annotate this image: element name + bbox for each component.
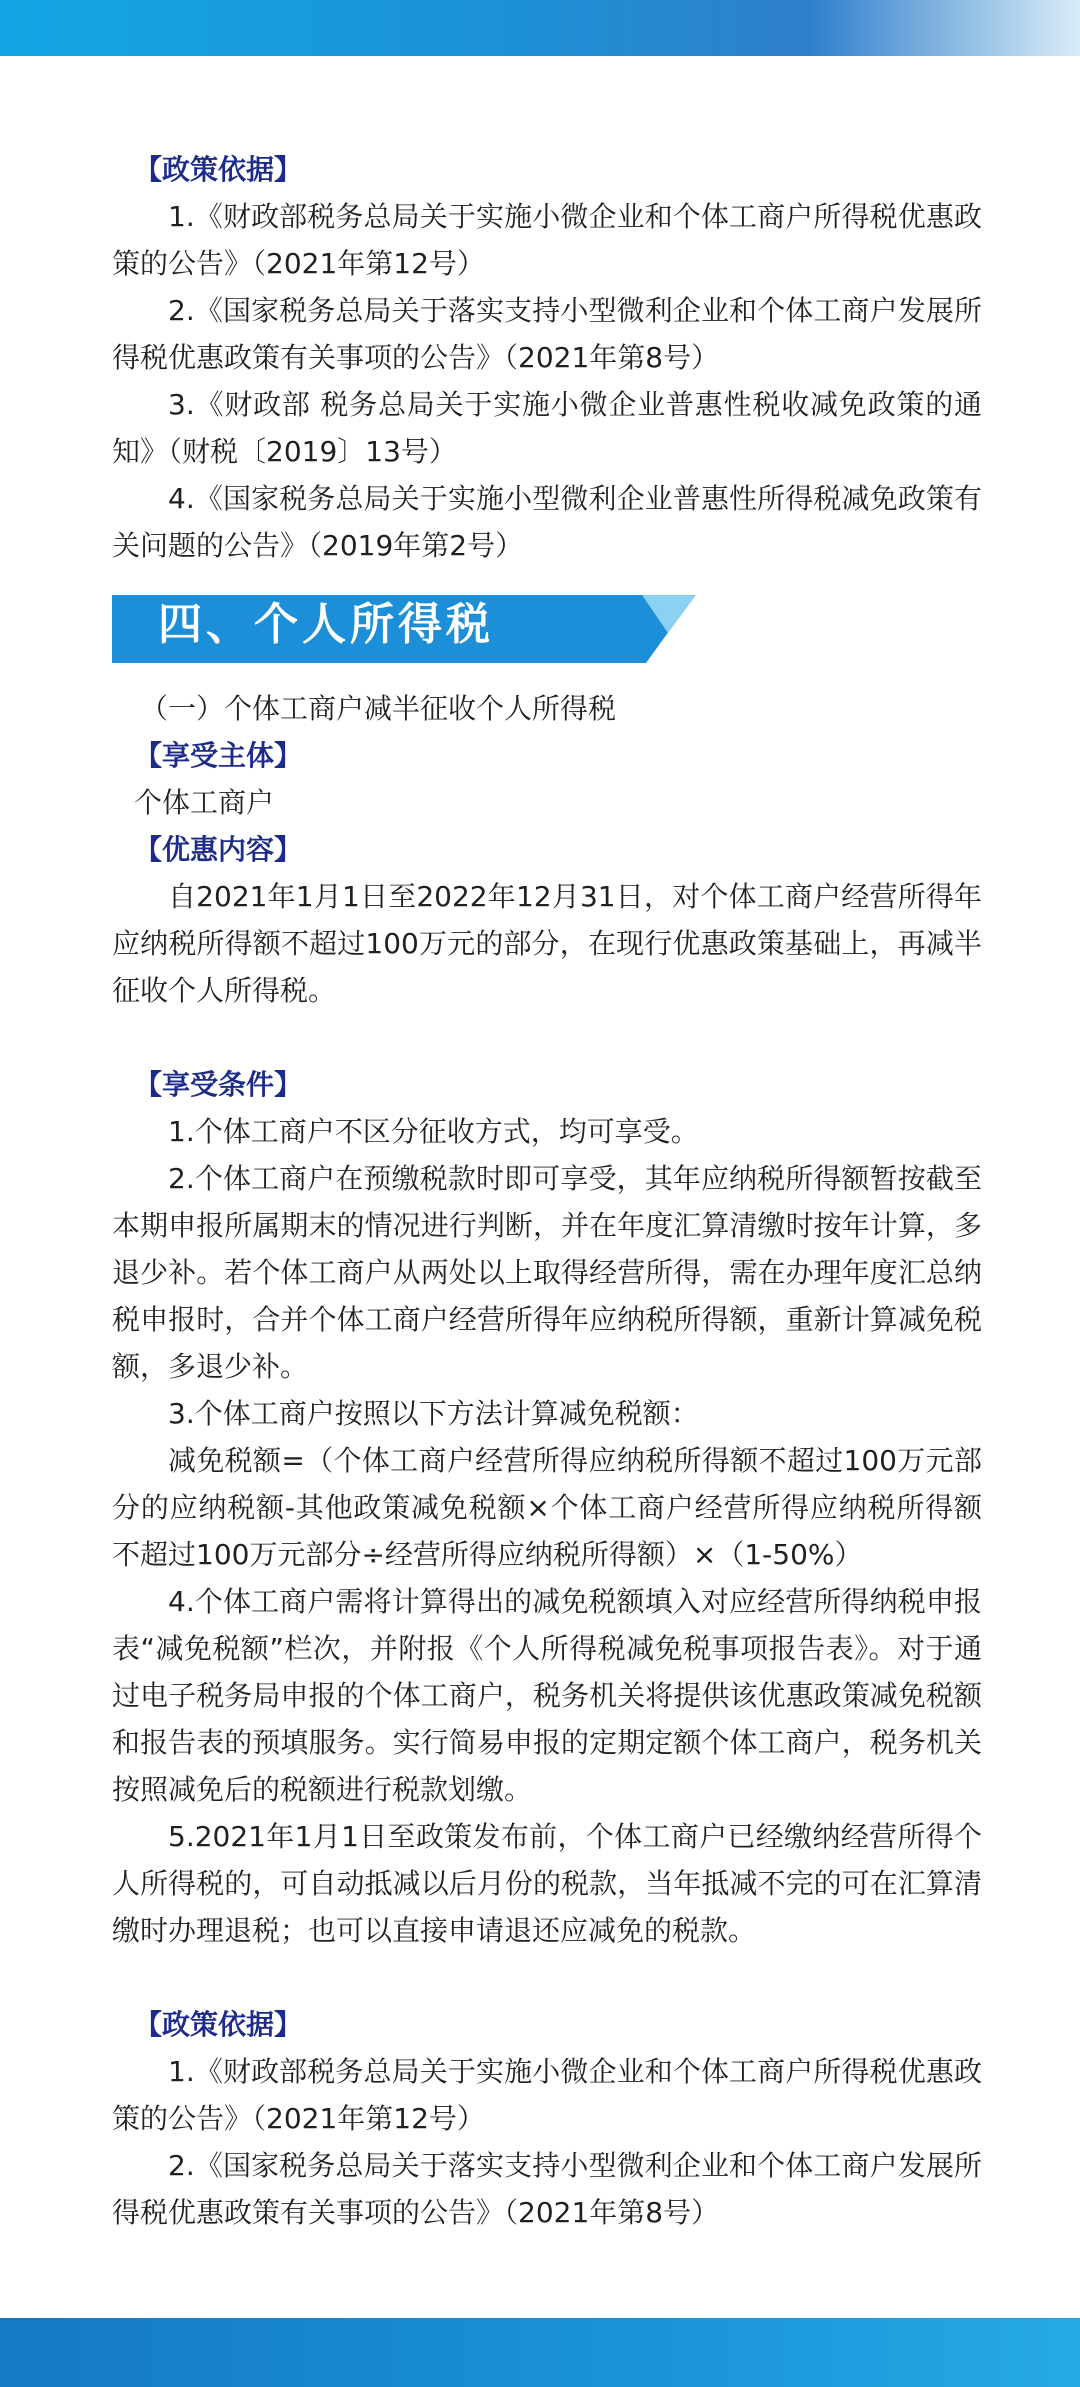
policy-basis-item: 2.《国家税务总局关于落实支持小型微利企业和个体工商户发展所得税优惠政策有关事项的公告》（2021年第8号） [112,2149,982,2229]
policy-basis-heading: 【政策依据】 [134,153,303,186]
bottom-decorative-band [0,2318,1080,2387]
condition-item: 5.2021年1月1日至政策发布前，个体工商户已经缴纳经营所得个人所得税的，可自动抵减以后月份的税款，当年抵减不完的可在汇算清缴时办理退税；也可以直接申请退还应减免的税款。 [112,1820,982,1947]
condition-item: 3.个体工商户按照以下方法计算减免税额： [168,1397,699,1430]
top-decorative-band [0,0,1080,56]
condition-item: 1.个体工商户不区分征收方式，均可享受。 [168,1115,699,1148]
conditions-heading: 【享受条件】 [134,1068,303,1101]
subsection-title: （一）个体工商户减半征收个人所得税 [140,692,617,725]
condition-item: 4.个体工商户需将计算得出的减免税额填入对应经营所得纳税申报表“减免税额”栏次，并附报《个人所得税减免税事项报告表》。对于通过电子税务局申报的个体工商户，税务机关将提供该优惠政策减免税额和报告表的预填服务。实行简易申报的定期定额个体工商户，税务机关按照减免后的税额进行税款划缴。 [112,1585,982,1806]
formula-text: 减免税额=（个体工商户经营所得应纳税所得额不超过100万元部分的应纳税额-其他政策减免税额×个体工商户经营所得应纳税所得额不超过100万元部分÷经营所得应纳税所得额）×（1-50%） [112,1444,982,1571]
section-title: 四、个人所得税 [158,599,494,650]
policy-basis-item: 1.《财政部税务总局关于实施小微企业和个体工商户所得税优惠政策的公告》（2021年第12号） [112,2055,982,2135]
benefit-heading: 【优惠内容】 [134,833,303,866]
benefit-text: 自2021年1月1日至2022年12月31日，对个体工商户经营所得年应纳税所得额不超过100万元的部分，在现行优惠政策基础上，再减半征收个人所得税。 [112,880,982,1007]
policy-basis-heading: 【政策依据】 [134,2008,303,2041]
document-body [112,146,982,2236]
spacer [112,1954,982,2001]
beneficiary-heading: 【享受主体】 [134,739,303,772]
policy-basis-item: 2.《国家税务总局关于落实支持小型微利企业和个体工商户发展所得税优惠政策有关事项的公告》（2021年第8号） [112,294,982,374]
condition-item: 2.个体工商户在预缴税款时即可享受，其年应纳税所得额暂按截至本期申报所属期末的情况进行判断，并在年度汇算清缴时按年计算，多退少补。若个体工商户从两处以上取得经营所得，需在办理年度汇总纳税申报时，合并个体工商户经营所得年应纳税所得额，重新计算减免税额，多退少补。 [112,1162,982,1383]
policy-basis-item: 4.《国家税务总局关于实施小型微利企业普惠性所得税减免政策有关问题的公告》（2019年第2号） [112,482,982,562]
spacer [112,1014,982,1061]
policy-basis-item: 1.《财政部税务总局关于实施小微企业和个体工商户所得税优惠政策的公告》（2021年第12号） [112,200,982,280]
policy-basis-item: 3.《财政部 税务总局关于实施小微企业普惠性税收减免政策的通知》（财税〔2019〕13号） [112,388,982,468]
beneficiary-text: 个体工商户 [134,786,275,819]
section-banner [112,587,982,663]
